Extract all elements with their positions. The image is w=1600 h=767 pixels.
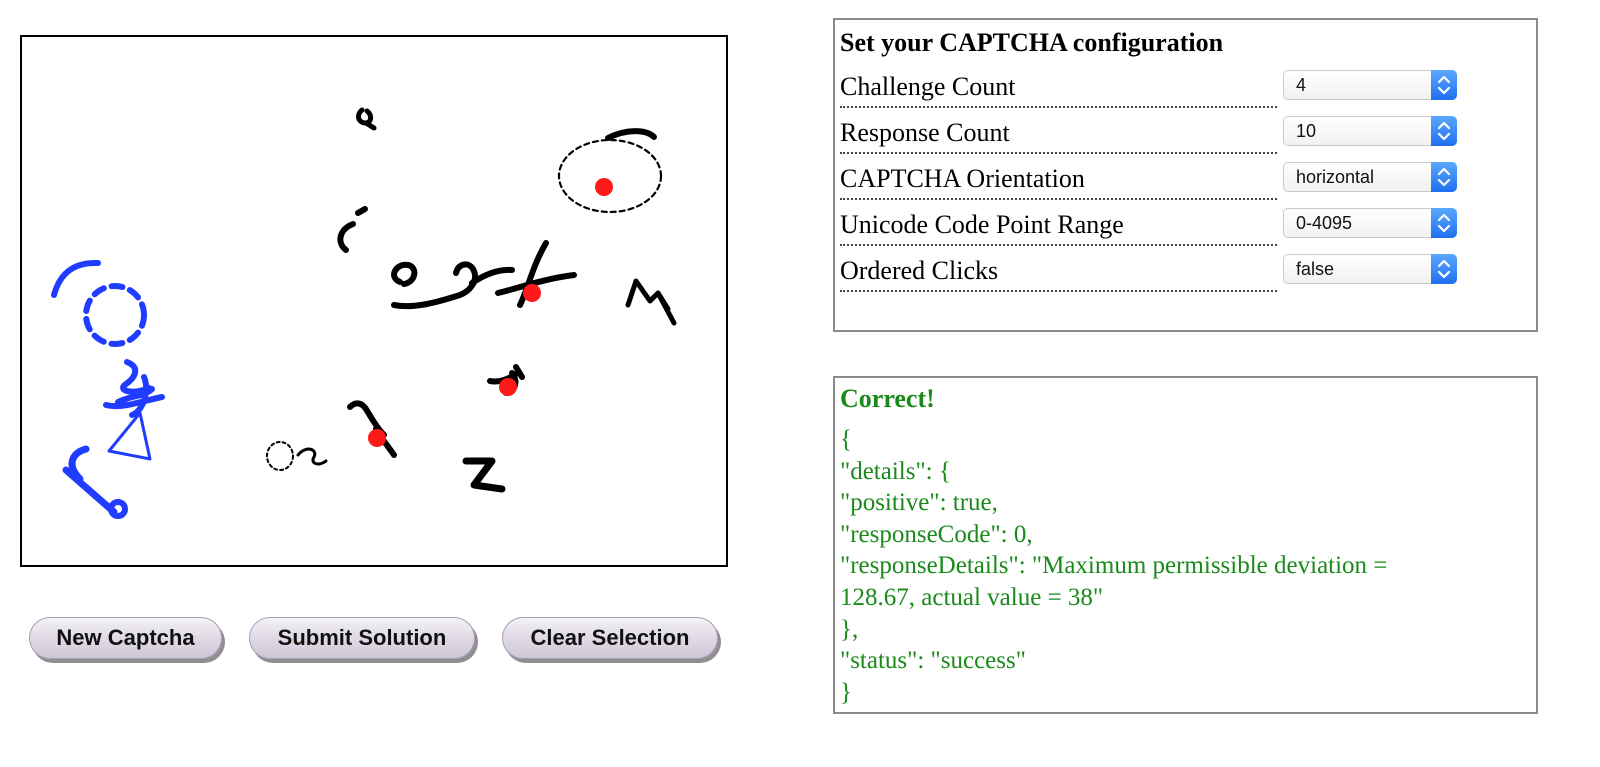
response-count-label: Response Count [840, 116, 1277, 154]
config-row-ordered-clicks [840, 252, 1460, 298]
result-line: "responseCode": 0, [840, 520, 1033, 548]
response-glyph-small-hook [359, 110, 374, 128]
result-json [840, 424, 1530, 708]
captcha-canvas[interactable] [20, 35, 728, 567]
result-line: { [840, 426, 852, 453]
unicode-range-value: 0-4095 [1296, 213, 1353, 233]
config-row-challenge-count [840, 68, 1460, 114]
unicode-range-label: Unicode Code Point Range [840, 208, 1277, 246]
response-glyph-c [340, 209, 365, 250]
result-line: "positive": true, [840, 489, 998, 517]
captcha-orientation-select[interactable] [1283, 162, 1457, 192]
response-glyph-hook [350, 403, 394, 455]
select-arrows-icon [1431, 208, 1457, 238]
response-count-value: 10 [1296, 121, 1317, 141]
ordered-clicks-label: Ordered Clicks [840, 254, 1277, 292]
ordered-clicks-value: false [1296, 259, 1335, 279]
challenge-count-label: Challenge Count [840, 70, 1277, 108]
clear-selection-button[interactable]: Clear Selection [502, 617, 718, 659]
config-row-captcha-orientation [840, 160, 1460, 206]
response-glyph-small-script [298, 449, 326, 464]
challenge-glyphs [54, 263, 162, 516]
captcha-orientation-value: horizontal [1296, 167, 1375, 187]
result-line: "status": "success" [840, 647, 1026, 675]
config-title: Set your CAPTCHA configuration [840, 28, 1224, 57]
challenge-glyph-triangle [109, 413, 150, 459]
result-line: 128.67, actual value = 38" [840, 583, 1104, 611]
challenge-count-value: 4 [1296, 75, 1307, 95]
response-glyph-z [466, 461, 502, 489]
config-row-unicode-range [840, 206, 1460, 252]
response-glyph-script [394, 264, 512, 306]
result-line: "responseDetails": "Maximum permissible deviation = [840, 552, 1388, 580]
selection-marker [368, 429, 386, 447]
selection-marker [523, 284, 541, 302]
unicode-range-select[interactable] [1283, 208, 1457, 238]
response-glyphs [267, 110, 674, 489]
challenge-glyph-loop [111, 502, 125, 516]
response-glyph-dashed-ring [559, 140, 661, 212]
response-glyph-m [628, 281, 674, 323]
selection-markers [368, 178, 613, 447]
result-line: }, [840, 615, 859, 643]
select-arrows-icon [1431, 116, 1457, 146]
challenge-glyph-script [106, 362, 162, 415]
result-panel [833, 376, 1538, 714]
response-count-select[interactable] [1283, 116, 1457, 146]
response-glyph-arc [608, 131, 654, 138]
result-title: Correct! [840, 384, 935, 413]
captcha-orientation-label: CAPTCHA Orientation [840, 162, 1277, 200]
response-glyph-small-dashed-ring [267, 442, 293, 470]
select-arrows-icon [1431, 162, 1457, 192]
challenge-glyph-dashed-circle [86, 286, 144, 344]
config-row-response-count [840, 114, 1460, 160]
challenge-glyph-hook [66, 449, 114, 512]
ordered-clicks-select[interactable] [1283, 254, 1457, 284]
selection-marker [499, 378, 517, 396]
new-captcha-button[interactable]: New Captcha [29, 617, 222, 659]
submit-solution-button[interactable]: Submit Solution [249, 617, 475, 659]
select-arrows-icon [1431, 70, 1457, 100]
select-arrows-icon [1431, 254, 1457, 284]
config-panel [833, 18, 1538, 332]
challenge-count-select[interactable] [1283, 70, 1457, 100]
result-line: } [840, 678, 852, 706]
selection-marker [595, 178, 613, 196]
challenge-glyph-arc [54, 263, 98, 295]
result-line: "details": { [840, 457, 951, 485]
